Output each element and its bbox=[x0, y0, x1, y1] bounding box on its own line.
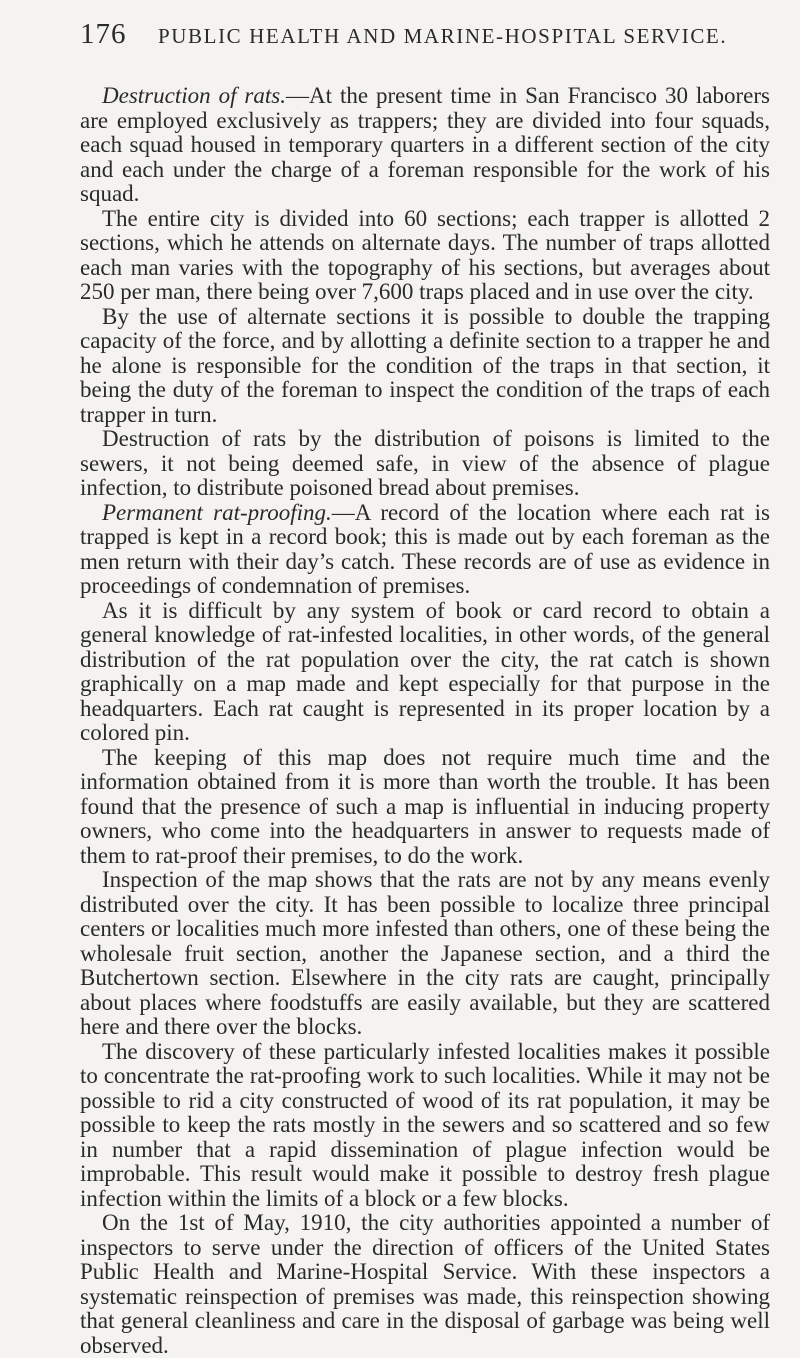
paragraph-text: —At the present time in San Francisco 30 laborers are employed exclusively as trappers; they are divided into four squads, each squad housed in temporary quarters in a different section of the city and each under the charge of a foreman responsible for the work of his squad. bbox=[80, 83, 770, 206]
paragraph-text: Destruction of rats by the distribution of poisons is limited to the sewers, it not being deemed safe, in view of the absence of plague infection, to distribute poisoned bread about premises. bbox=[80, 426, 770, 500]
running-title: PUBLIC HEALTH AND MARINE-HOSPITAL SERVICE. bbox=[158, 24, 728, 48]
paragraph-text: The entire city is divided into 60 sections; each trapper is allotted 2 sections, which he attends on alternate days. The number of traps allotted each man varies with the topography of his sections, but averages about 250 per man, there being over 7,600 traps placed and in use over the city. bbox=[80, 205, 770, 304]
paragraph-text: The discovery of these particularly infested localities makes it possible to concentrate the rat-proofing work to such localities. While it may not be possible to rid a city constructed of wood of its rat population, it may be possible to keep the rats mostly in the sewers and so scattered and so few in number that a rapid dissemination of plague infection would be improbable. This result would make it possible to destroy fresh plague infection within the limits of a block or a few blocks. bbox=[80, 1038, 770, 1211]
paragraph-text: The keeping of this map does not require much time and the information obtained from it is more than worth the trouble. It has been found that the presence of such a map is influential in inducing property owners, who come into the headquarters in answer to requests made of them to rat-proof their premises, to do the work. bbox=[80, 744, 770, 868]
paragraph-text: Inspection of the map shows that the rats are not by any means evenly distributed over the city. It has been possible to localize three principal centers or localities much more infested than others, one of these being the wholesale fruit section, another the Japanese section, and a third the Butchertown section. Elsewhere in the city rats are caught, principally about places where foodstuffs are easily available, but they are scattered here and there over the blocks. bbox=[80, 867, 770, 1039]
paragraph-infested-localities bbox=[80, 1040, 770, 1212]
paragraph-rat-map bbox=[80, 599, 770, 746]
paragraph-alternate-sections bbox=[80, 305, 770, 428]
paragraph-reinspection bbox=[80, 1211, 770, 1358]
paragraph-lead: Permanent rat-proofing. bbox=[102, 499, 332, 525]
paragraph-poisons bbox=[80, 427, 770, 501]
paragraph-lead: Destruction of rats. bbox=[102, 83, 286, 108]
paragraph-text: On the 1st of May, 1910, the city authorities appointed a number of inspectors to serve under the direction of officers of the United States Public Health and Marine-Hospital Service. With these inspectors a systematic reinspection of premises was made, this reinspection showing that general cleanliness and care in the disposal of garbage was being well observed. bbox=[80, 1210, 770, 1358]
page-number: 176 bbox=[80, 18, 127, 50]
paragraph-text: As it is difficult by any system of book or card record to obtain a general knowledge of rat-infested localities, in other words, of the general distribution of the rat population over the city, the rat catch is shown graphically on a map made and kept especially for that purpose in the headquarters. Each rat caught is represented in its proper location by a colored pin. bbox=[80, 597, 770, 745]
paragraph-map-inspection bbox=[80, 868, 770, 1040]
running-head bbox=[80, 18, 770, 54]
paragraph-map-keeping bbox=[80, 746, 770, 869]
body-text bbox=[80, 84, 770, 1358]
paragraph-destruction-of-rats bbox=[80, 84, 770, 207]
paragraph-city-sections bbox=[80, 207, 770, 305]
paragraph-text: —A record of the location where each rat is trapped is kept in a record book; this is made out by each foreman as the men return with their day’s catch. These records are of use as evidence in proceedings of condemnation of premises. bbox=[80, 499, 770, 598]
paragraph-permanent-rat-proofing bbox=[80, 501, 770, 599]
paragraph-text: By the use of alternate sections it is possible to double the trapping capacity of the force, and by allotting a definite section to a trapper he and he alone is responsible for the condition of the traps in that section, it being the duty of the foreman to inspect the condition of the traps of each trapper in turn. bbox=[80, 303, 770, 427]
